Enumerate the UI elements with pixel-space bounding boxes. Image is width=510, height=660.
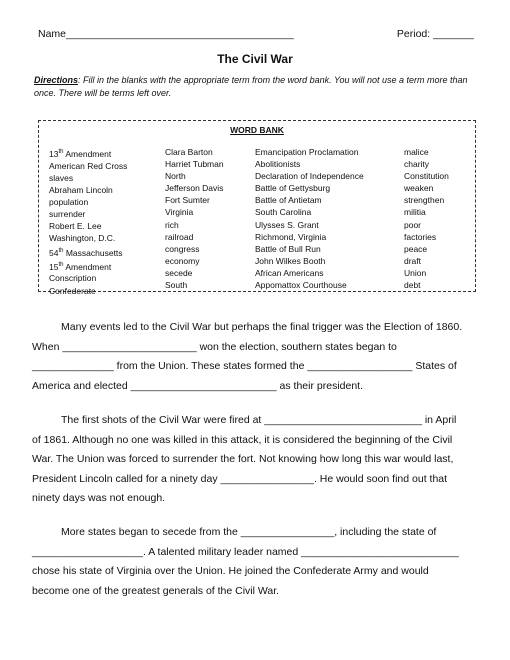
word-bank-term: John Wilkes Booth <box>255 255 326 266</box>
word-bank-term: Jefferson Davis <box>165 183 224 194</box>
paragraph-line: of 1861. Although no one was killed in this attack, it is considered the beginning of the Civil <box>32 433 453 446</box>
word-bank-term: African Americans <box>255 267 324 278</box>
word-bank-term: factories <box>404 231 437 242</box>
period-field[interactable]: Period: _______ <box>396 28 474 40</box>
paragraph-line: More states began to secede from the ________________, including the state of <box>61 526 437 538</box>
word-bank <box>38 120 476 296</box>
word-bank-column-2 <box>165 146 224 291</box>
word-bank-term: strengthen <box>404 195 445 206</box>
paragraph-line: America and elected _________________________ as their president. <box>32 379 364 392</box>
word-bank-title: WORD BANK <box>230 125 284 135</box>
word-bank-term: South <box>165 280 188 291</box>
word-bank-term: 54th Massachusetts <box>49 247 123 258</box>
word-bank-term: charity <box>404 159 430 170</box>
word-bank-term: Abolitionists <box>255 159 301 170</box>
paragraph-1 <box>32 318 478 396</box>
name-field[interactable]: Name_______________________________________ <box>38 28 294 40</box>
paragraph-line: The first shots of the Civil War were fired at ___________________________ in April <box>61 414 457 426</box>
word-bank-term: surrender <box>49 209 86 220</box>
word-bank-term: North <box>165 171 186 182</box>
word-bank-term: militia <box>404 207 426 218</box>
paragraph-line: When _______________________ won the election, southern states began to <box>32 340 397 353</box>
word-bank-term: Constitution <box>404 171 449 182</box>
word-bank-term: railroad <box>165 231 194 242</box>
word-bank-term: economy <box>165 255 200 266</box>
directions-label: Directions <box>34 75 79 85</box>
word-bank-term: Abraham Lincoln <box>49 185 113 196</box>
paragraph-line: become one of the greatest generals of the Civil War. <box>32 584 280 597</box>
paragraph-line: President Lincoln called for a ninety day ________________. He would soon find out that <box>32 472 448 485</box>
word-bank-term: peace <box>404 243 428 254</box>
paragraph-line: Many events led to the Civil War but perhaps the final trigger was the Election of 1860. <box>61 321 463 333</box>
word-bank-term: Declaration of Independence <box>255 171 364 182</box>
word-bank-term: Confederate <box>49 285 96 296</box>
word-bank-term: Virginia <box>165 207 194 218</box>
page-title: The Civil War <box>217 52 293 66</box>
word-bank-term: 15th Amendment <box>49 261 112 272</box>
word-bank-term: Emancipation Proclamation <box>255 147 359 157</box>
paragraph-2 <box>32 411 478 509</box>
word-bank-term: Battle of Bull Run <box>255 243 321 254</box>
word-bank-term: weaken <box>404 183 434 194</box>
word-bank-term: Robert E. Lee <box>49 221 102 232</box>
word-bank-term: Battle of Gettysburg <box>255 183 331 194</box>
word-bank-term: population <box>49 197 89 208</box>
word-bank-term: American Red Cross <box>49 160 128 171</box>
word-bank-term: draft <box>404 255 422 266</box>
word-bank-term: Battle of Antietam <box>255 195 322 206</box>
paragraph-line: chose his state of Virginia over the Union. He joined the Confederate Army and would <box>32 565 429 577</box>
word-bank-term: Washington, D.C. <box>49 233 116 244</box>
paragraph-line: ______________ from the Union. These states formed the __________________ States of <box>32 360 457 372</box>
word-bank-term: secede <box>165 267 193 278</box>
word-bank-column-4 <box>404 146 449 291</box>
word-bank-term: rich <box>165 219 179 230</box>
word-bank-term: debt <box>404 280 421 291</box>
word-bank-term: Appomattox Courthouse <box>255 280 347 291</box>
word-bank-term: malice <box>404 147 429 157</box>
word-bank-term: Harriet Tubman <box>165 159 224 170</box>
directions <box>34 74 480 100</box>
word-bank-term: poor <box>404 219 422 230</box>
word-bank-term: Union <box>404 267 427 278</box>
word-bank-term: Clara Barton <box>165 147 213 157</box>
paragraph-line: ninety days was not enough. <box>32 492 166 504</box>
word-bank-column-3 <box>255 146 364 291</box>
word-bank-term: Conscription <box>49 273 97 284</box>
word-bank-term: slaves <box>49 173 74 184</box>
paragraph-line: ___________________. A talented military leader named ___________________________ <box>32 545 459 558</box>
directions-text: : Fill in the blanks with the appropriate term from the word bank. You will not use a term more than once. There will be terms left over. <box>34 75 468 98</box>
header <box>38 28 474 44</box>
word-bank-term: congress <box>165 243 200 254</box>
word-bank-column-1 <box>49 146 127 297</box>
word-bank-term: South Carolina <box>255 207 312 218</box>
paragraph-3 <box>32 523 478 601</box>
word-bank-term: Fort Sumter <box>165 195 210 206</box>
word-bank-term: 13th Amendment <box>49 148 112 159</box>
paragraph-line: War. The Union was forced to surrender the fort. Not knowing how long this war would last, <box>32 453 454 465</box>
word-bank-term: Ulysses S. Grant <box>255 219 319 230</box>
word-bank-term: Richmond, Virginia <box>255 231 327 242</box>
